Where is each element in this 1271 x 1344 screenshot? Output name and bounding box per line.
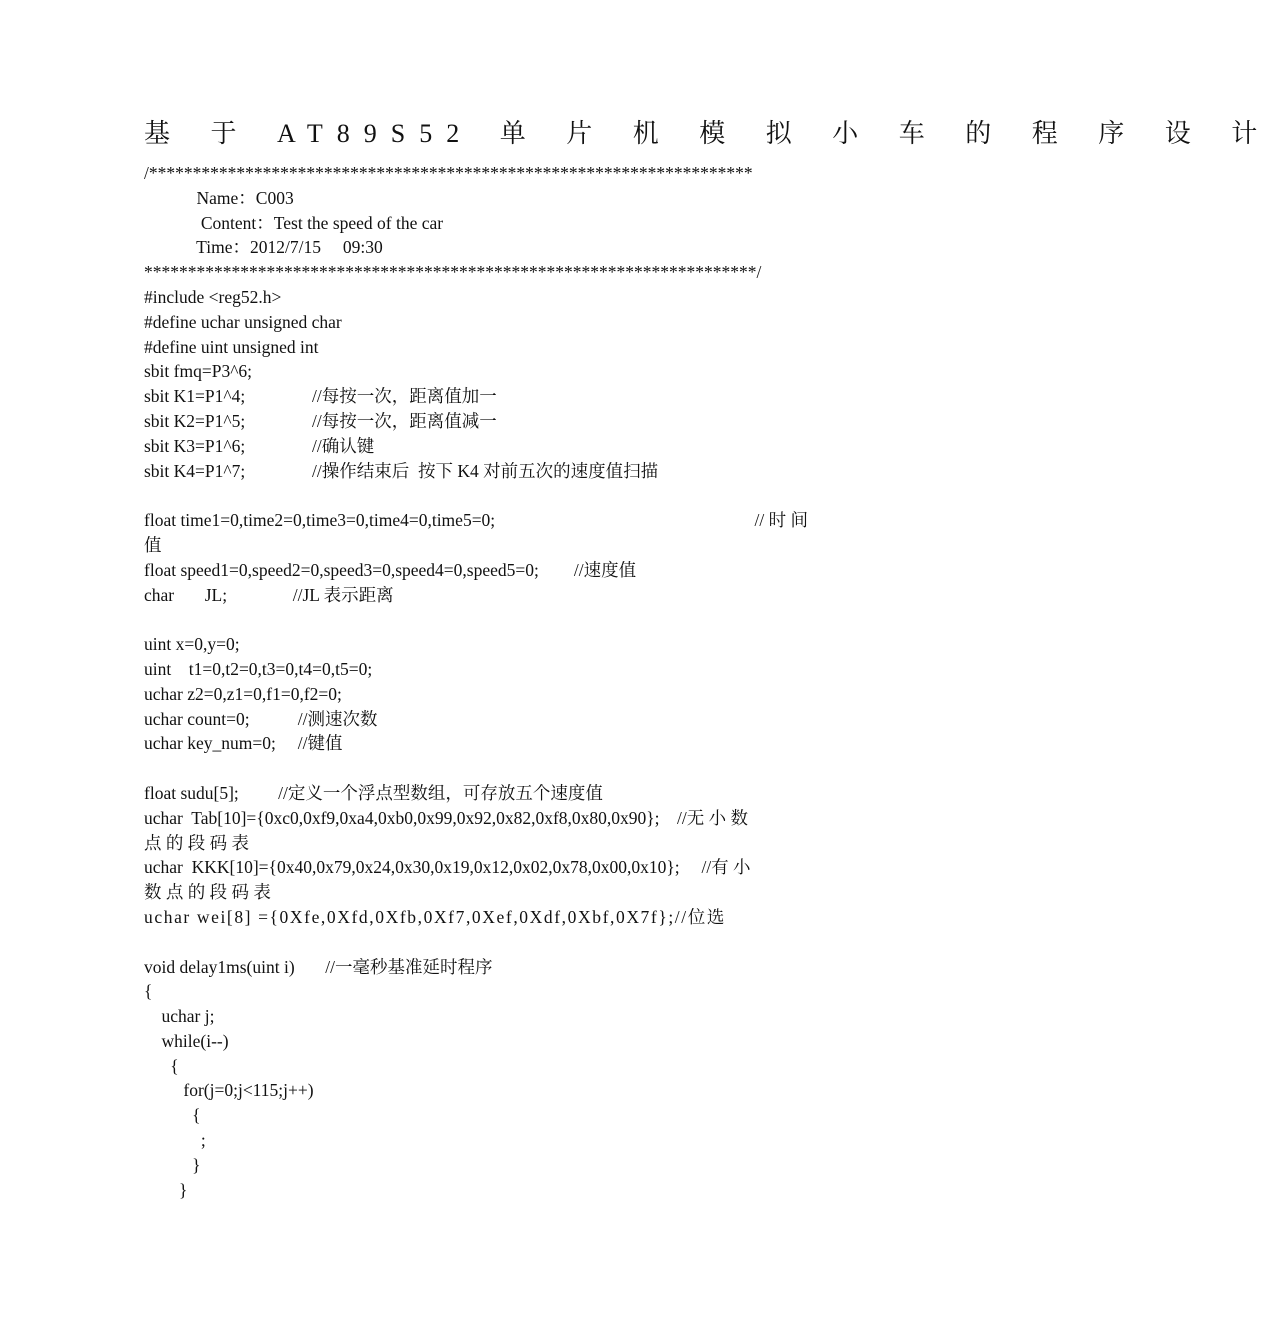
- header-time-line: Time：2012/7/15 09:30: [144, 237, 383, 258]
- tab-array-line: uchar Tab[10]={0xc0,0xf9,0xa4,0xb0,0x99,0x92,0x82,0xf8,0x80,0x90}; //无 小 数: [144, 807, 749, 828]
- delay-fn-for-open: {: [144, 1105, 201, 1126]
- sbit-k2-comment: //每按一次，距离值减一: [312, 410, 497, 431]
- delay-fn-signature: void delay1ms(uint i) //一毫秒基准延时程序: [144, 956, 493, 977]
- kkk-array-wrap: 数 点 的 段 码 表: [144, 882, 271, 903]
- sbit-fmq-line: sbit fmq=P3^6;: [144, 361, 253, 382]
- char-jl-line: char JL; //JL 表示距离: [144, 584, 394, 605]
- sbit-k2-code: sbit K2=P1^5;: [144, 410, 246, 431]
- sbit-k2-line: [144, 409, 808, 434]
- sbit-k4-comment: //操作结束后 按下 K4 对前五次的速度值扫描: [312, 460, 659, 481]
- var-t-line: uint t1=0,t2=0,t3=0,t4=0,t5=0;: [144, 658, 373, 679]
- sbit-k4-code: sbit K4=P1^7;: [144, 460, 246, 481]
- delay-fn-decl: uchar j;: [144, 1006, 215, 1027]
- delay-fn-empty-stmt: ;: [144, 1130, 206, 1151]
- spacer: [495, 508, 754, 533]
- header-comment-open: /*********************************************************************: [144, 163, 753, 183]
- sbit-k1-code: sbit K1=P1^4;: [144, 386, 246, 407]
- float-time-line: [144, 508, 808, 533]
- float-speed-line: float speed1=0,speed2=0,speed3=0,speed4=0,speed5=0; //速度值: [144, 559, 637, 580]
- kkk-array-line: uchar KKK[10]={0x40,0x79,0x24,0x30,0x19,0x12,0x02,0x78,0x00,0x10}; //有 小: [144, 857, 751, 878]
- document-title: 基 于 AT89S52 单 片 机 模 拟 小 车 的 程 序 设 计: [144, 119, 1271, 148]
- blank-line: [144, 483, 808, 508]
- delay-fn-while-close: }: [144, 1179, 188, 1200]
- var-z-line: uchar z2=0,z1=0,f1=0,f2=0;: [144, 683, 342, 704]
- define-uchar-line: #define uchar unsigned char: [144, 311, 342, 332]
- header-name-line: Name：C003: [144, 187, 294, 208]
- delay-fn-open-brace: {: [144, 981, 153, 1002]
- define-uint-line: #define uint unsigned int: [144, 336, 319, 357]
- delay-fn-while-open: {: [144, 1055, 179, 1076]
- sbit-k1-line: [144, 384, 808, 409]
- sbit-k3-line: [144, 434, 808, 459]
- float-time-wrap: 值: [144, 534, 162, 555]
- wei-array-line: uchar wei[8] ={0Xfe,0Xfd,0Xfb,0Xf7,0Xef,0Xdf,0Xbf,0X7f};//位选: [144, 906, 726, 927]
- sudu-array-line: float sudu[5]; //定义一个浮点型数组，可存放五个速度值: [144, 782, 603, 803]
- float-time-comment: // 时 间: [754, 510, 808, 531]
- delay-fn-for-close: }: [144, 1154, 201, 1175]
- sbit-k3-comment: //确认键: [312, 435, 375, 456]
- var-count-line: uchar count=0; //测速次数: [144, 708, 378, 729]
- header-content-line: Content：Test the speed of the car: [144, 212, 444, 233]
- var-xy-line: uint x=0,y=0;: [144, 634, 240, 655]
- blank-line: [144, 607, 808, 632]
- header-comment-close: **********************************************************************/: [144, 262, 762, 283]
- delay-fn-while: while(i--): [144, 1030, 229, 1051]
- blank-line: [144, 756, 808, 781]
- var-keynum-line: uchar key_num=0; //键值: [144, 733, 343, 754]
- float-time-code: float time1=0,time2=0,time3=0,time4=0,time5=0;: [144, 510, 496, 531]
- tab-array-wrap: 点 的 段 码 表: [144, 832, 249, 853]
- delay-fn-for: for(j=0;j<115;j++): [144, 1080, 314, 1101]
- blank-line: [144, 930, 808, 955]
- sbit-k3-code: sbit K3=P1^6;: [144, 435, 246, 456]
- include-line: #include <reg52.h>: [144, 286, 282, 307]
- code-listing: [144, 161, 808, 1202]
- sbit-k4-line: [144, 459, 808, 484]
- sbit-k1-comment: //每按一次，距离值加一: [312, 386, 497, 407]
